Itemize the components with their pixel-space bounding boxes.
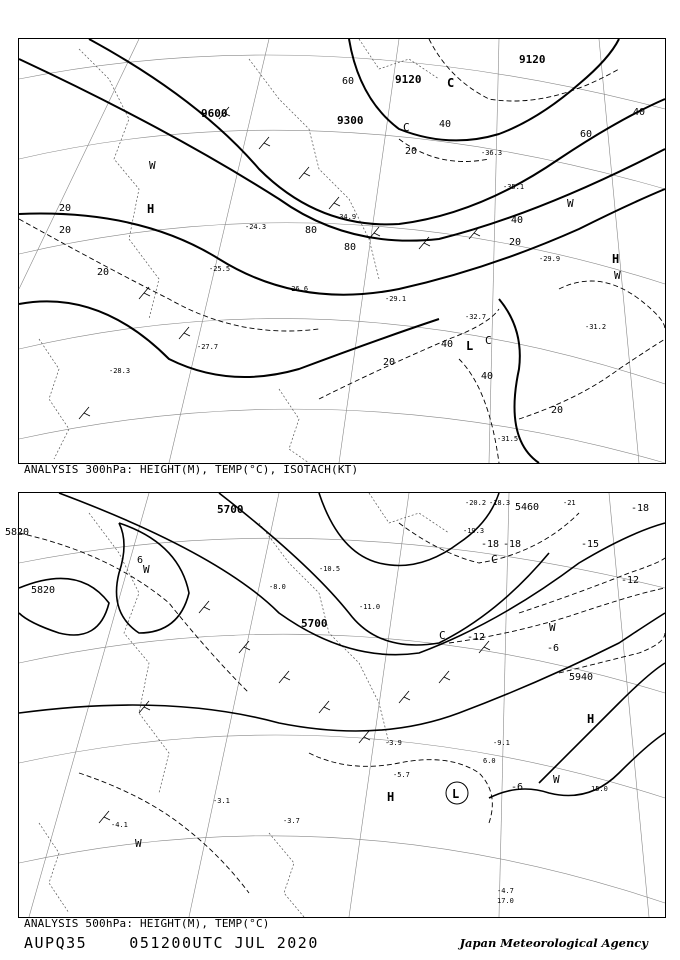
temp-label: -8.0 (269, 583, 286, 591)
temp-label: -18.3 (489, 499, 511, 507)
temp-label: -3.7 (283, 817, 300, 825)
isotach-label: 40 (481, 371, 494, 382)
cold-center: C (485, 334, 492, 347)
temp-label: -32.7 (465, 313, 487, 321)
temp-label: -9.1 (493, 739, 510, 747)
isotach-label: 80 (344, 242, 357, 253)
isotach-label: 40 (439, 119, 452, 130)
isotach-label: 60 (342, 76, 355, 87)
temp-label: -3.9 (385, 739, 402, 747)
coastlines (39, 39, 439, 463)
height-label: 5460 (515, 502, 540, 513)
temp-label: -5.7 (393, 771, 410, 779)
temp-label: -31.5 (497, 435, 519, 443)
cold-center: C (439, 629, 446, 642)
pressure-center-cold: C (447, 76, 455, 90)
height-label: 5820 (5, 527, 30, 538)
isotherm-contours (19, 513, 665, 893)
height-label: 9120 (395, 73, 422, 86)
temp-label: -19.3 (463, 527, 485, 535)
isotach-label: 80 (305, 225, 318, 236)
chart-500hpa-map (5, 493, 665, 917)
temp-label: -3.1 (213, 797, 230, 805)
isotherm-label: 6 (137, 555, 144, 566)
temp-label: -35.1 (503, 183, 525, 191)
isotach-label: 20 (551, 405, 564, 416)
chart-500hpa (5, 492, 666, 918)
chart-300hpa-map (19, 39, 665, 463)
cold-center: C (403, 121, 410, 134)
pressure-center-high: H (587, 712, 595, 726)
height-label: 9300 (337, 114, 364, 127)
isotach-label: 20 (59, 225, 72, 236)
isotach-label: 20 (509, 237, 522, 248)
temp-label: -29.9 (539, 255, 561, 263)
isotach-label: 40 (633, 107, 646, 118)
height-label: 9600 (201, 107, 228, 120)
temp-label: -31.2 (585, 323, 607, 331)
isotach-label: 20 (59, 203, 72, 214)
height-label: 5940 (569, 672, 594, 683)
height-label: 5820 (31, 585, 56, 596)
isotherm-label: -6 (547, 643, 560, 654)
temp-label: -26.6 (287, 285, 309, 293)
temp-label: 6.0 (483, 757, 496, 765)
temp-label: -4.1 (111, 821, 128, 829)
temp-label: -21 (563, 499, 576, 507)
warm-center: W (143, 563, 150, 576)
pressure-center-low: L (452, 787, 460, 801)
warm-center: W (567, 197, 574, 210)
height-label: 5700 (301, 617, 328, 630)
isotach-label: 40 (441, 339, 454, 350)
temp-label: -20.2 (465, 499, 487, 507)
pressure-center-high: H (387, 790, 395, 804)
agency-name: Japan Meteorological Agency (459, 936, 648, 950)
pressure-center-high: H (612, 252, 620, 266)
wind-barbs (79, 107, 480, 419)
isotherm-label: -18 (481, 539, 500, 550)
warm-center: W (553, 773, 560, 786)
temp-label: -25.5 (209, 265, 231, 273)
height-label: 9120 (519, 53, 546, 66)
bulletin-code: AUPQ35 051200UTC JUL 2020 (24, 934, 319, 952)
temp-label: 17.0 (497, 897, 514, 905)
isotherm-label: -18 (503, 539, 522, 550)
isotherm-label: -18 (631, 503, 650, 514)
temp-label: -24.3 (245, 223, 267, 231)
isotherm-label: -12 (467, 632, 486, 643)
cold-center: C (491, 553, 498, 566)
temp-label: 15.0 (591, 785, 608, 793)
isotherm-label: -6 (511, 782, 524, 793)
isotherm-label: -15 (581, 539, 600, 550)
isotherm-contours (19, 39, 665, 463)
caption-500hpa: ANALYSIS 500hPa: HEIGHT(M), TEMP(°C) (24, 917, 270, 930)
temp-label: -29.1 (385, 295, 407, 303)
warm-center: W (135, 837, 142, 850)
isotach-label: 20 (405, 146, 418, 157)
warm-center: W (149, 159, 156, 172)
pressure-center-high: H (147, 202, 155, 216)
temp-label: -11.0 (359, 603, 381, 611)
caption-300hpa: ANALYSIS 300hPa: HEIGHT(M), TEMP(°C), ISOTACH(KT) (24, 463, 359, 476)
chart-300hpa (18, 38, 666, 464)
warm-center: W (614, 269, 621, 282)
pressure-center-low: L (466, 339, 474, 353)
warm-center: W (549, 621, 556, 634)
height-label: 5700 (217, 503, 244, 516)
isotach-label: 60 (580, 129, 593, 140)
temp-label: -10.5 (319, 565, 341, 573)
temp-label: -28.3 (109, 367, 131, 375)
isotach-label: 20 (383, 357, 396, 368)
temp-label: -4.7 (497, 887, 514, 895)
isotach-label: 20 (97, 267, 110, 278)
isotach-label: 40 (511, 215, 524, 226)
temp-label: -36.3 (481, 149, 503, 157)
temp-label: -27.7 (197, 343, 219, 351)
temp-label: -34.9 (335, 213, 357, 221)
isotherm-label: -12 (621, 575, 640, 586)
